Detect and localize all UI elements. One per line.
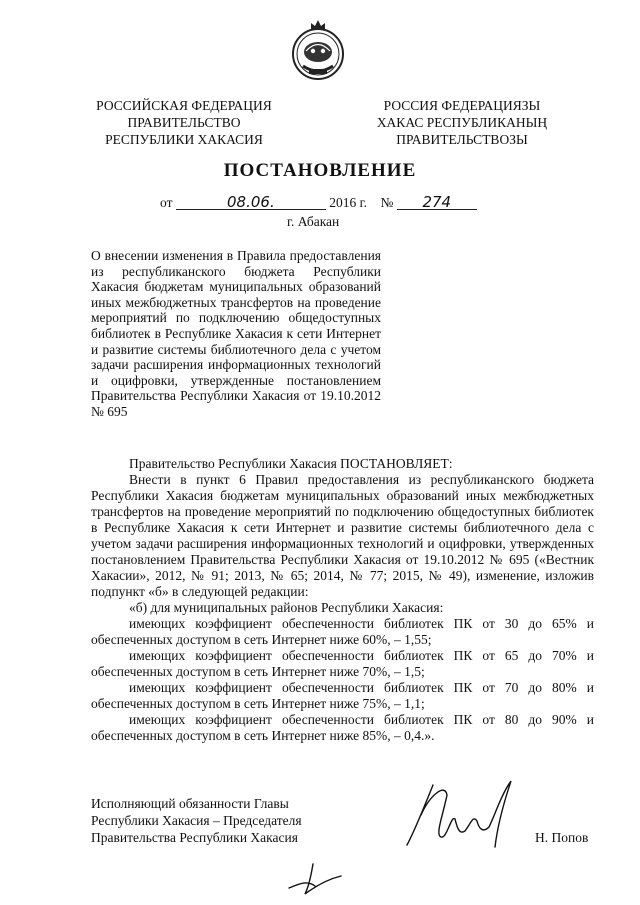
date-prefix: от	[160, 195, 173, 210]
year-suffix: 2016 г.	[329, 195, 367, 210]
body-paragraph: «б) для муниципальных районов Республики Хакасия:	[129, 600, 444, 615]
signatory-position	[91, 795, 321, 846]
date-number-line	[160, 195, 477, 211]
document-subject: О внесении изменения в Правила предоставления из республиканского бюджета Республики Хакасия бюджетам муниципальных образований иных межбюджетных трансфертов на проведение мероприятий по подключению общедоступных библиотек в Республике Хакасия к сети Интернет и развитие системы библиотечного дела с учетом задачи расширения информационных технологий и оцифровки, утвержденные постановлением Правительства Республики Хакасия от 19.10.2012 № 695	[91, 248, 381, 419]
body-paragraph: имеющих коэффициент обеспеченности библиотек ПК от 65 до 70% и обеспеченных доступом в сеть Интернет ниже 70%, – 1,5;	[91, 648, 594, 679]
header-right-line: ХАКАС РЕСПУБЛИКАНЫҢ	[376, 115, 548, 130]
header-left-line: РОССИЙСКАЯ ФЕДЕРАЦИЯ	[96, 98, 272, 113]
coat-of-arms-emblem	[289, 18, 347, 82]
signatory-position-line: Правительства Республики Хакасия	[91, 830, 298, 845]
number-prefix: №	[380, 195, 394, 210]
document-body	[91, 456, 594, 744]
date-handwritten: 08.06.	[176, 195, 326, 210]
handwritten-signature	[385, 775, 525, 855]
signatory-position-line: Исполняющий обязанности Главы	[91, 796, 289, 811]
header-left-line: ПРАВИТЕЛЬСТВО	[127, 115, 241, 130]
handwritten-mark	[285, 858, 345, 898]
header-khakas	[362, 97, 562, 148]
header-russian	[84, 97, 284, 148]
header-right-line: ПРАВИТЕЛЬСТВОЗЫ	[396, 132, 528, 147]
signatory-name: Н. Попов	[535, 830, 589, 845]
number-handwritten: 274	[397, 195, 477, 210]
body-paragraph: Внести в пункт 6 Правил предоставления из республиканского бюджета Республики Хакасия бюджетам муниципальных образований иных межбюджетных трансфертов на проведение мероприятий по подключению общедоступных библиотек в Республике Хакасия к сети Интернет и развитие системы библиотечного дела с учетом задачи расширения информационных технологий и оцифровки, утвержденных постановлением Правительства Республики Хакасия от 19.10.2012 № 695 («Вестник Хакасии», 2012, № 91; 2013, № 65; 2014, № 77; 2015, № 49), изменение, изложив подпункт «б» в следующей редакции:	[91, 472, 594, 599]
signatory-position-line: Республики Хакасия – Председателя	[91, 813, 302, 828]
header-left-line: РЕСПУБЛИКИ ХАКАСИЯ	[105, 132, 263, 147]
header-right-line: РОССИЯ ФЕДЕРАЦИЯЗЫ	[383, 98, 541, 113]
body-paragraph: Правительство Республики Хакасия ПОСТАНОВЛЯЕТ:	[129, 456, 453, 471]
body-paragraph: имеющих коэффициент обеспеченности библиотек ПК от 30 до 65% и обеспеченных доступом в сеть Интернет ниже 60%, – 1,55;	[91, 616, 594, 647]
body-paragraph: имеющих коэффициент обеспеченности библиотек ПК от 80 до 90% и обеспеченных доступом в сеть Интернет ниже 85%, – 0,4.».	[91, 712, 594, 743]
city: г. Абакан	[287, 214, 340, 229]
document-title: ПОСТАНОВЛЕНИЕ	[223, 160, 417, 181]
body-paragraph: имеющих коэффициент обеспеченности библиотек ПК от 70 до 80% и обеспеченных доступом в сеть Интернет ниже 75%, – 1,1;	[91, 680, 594, 711]
